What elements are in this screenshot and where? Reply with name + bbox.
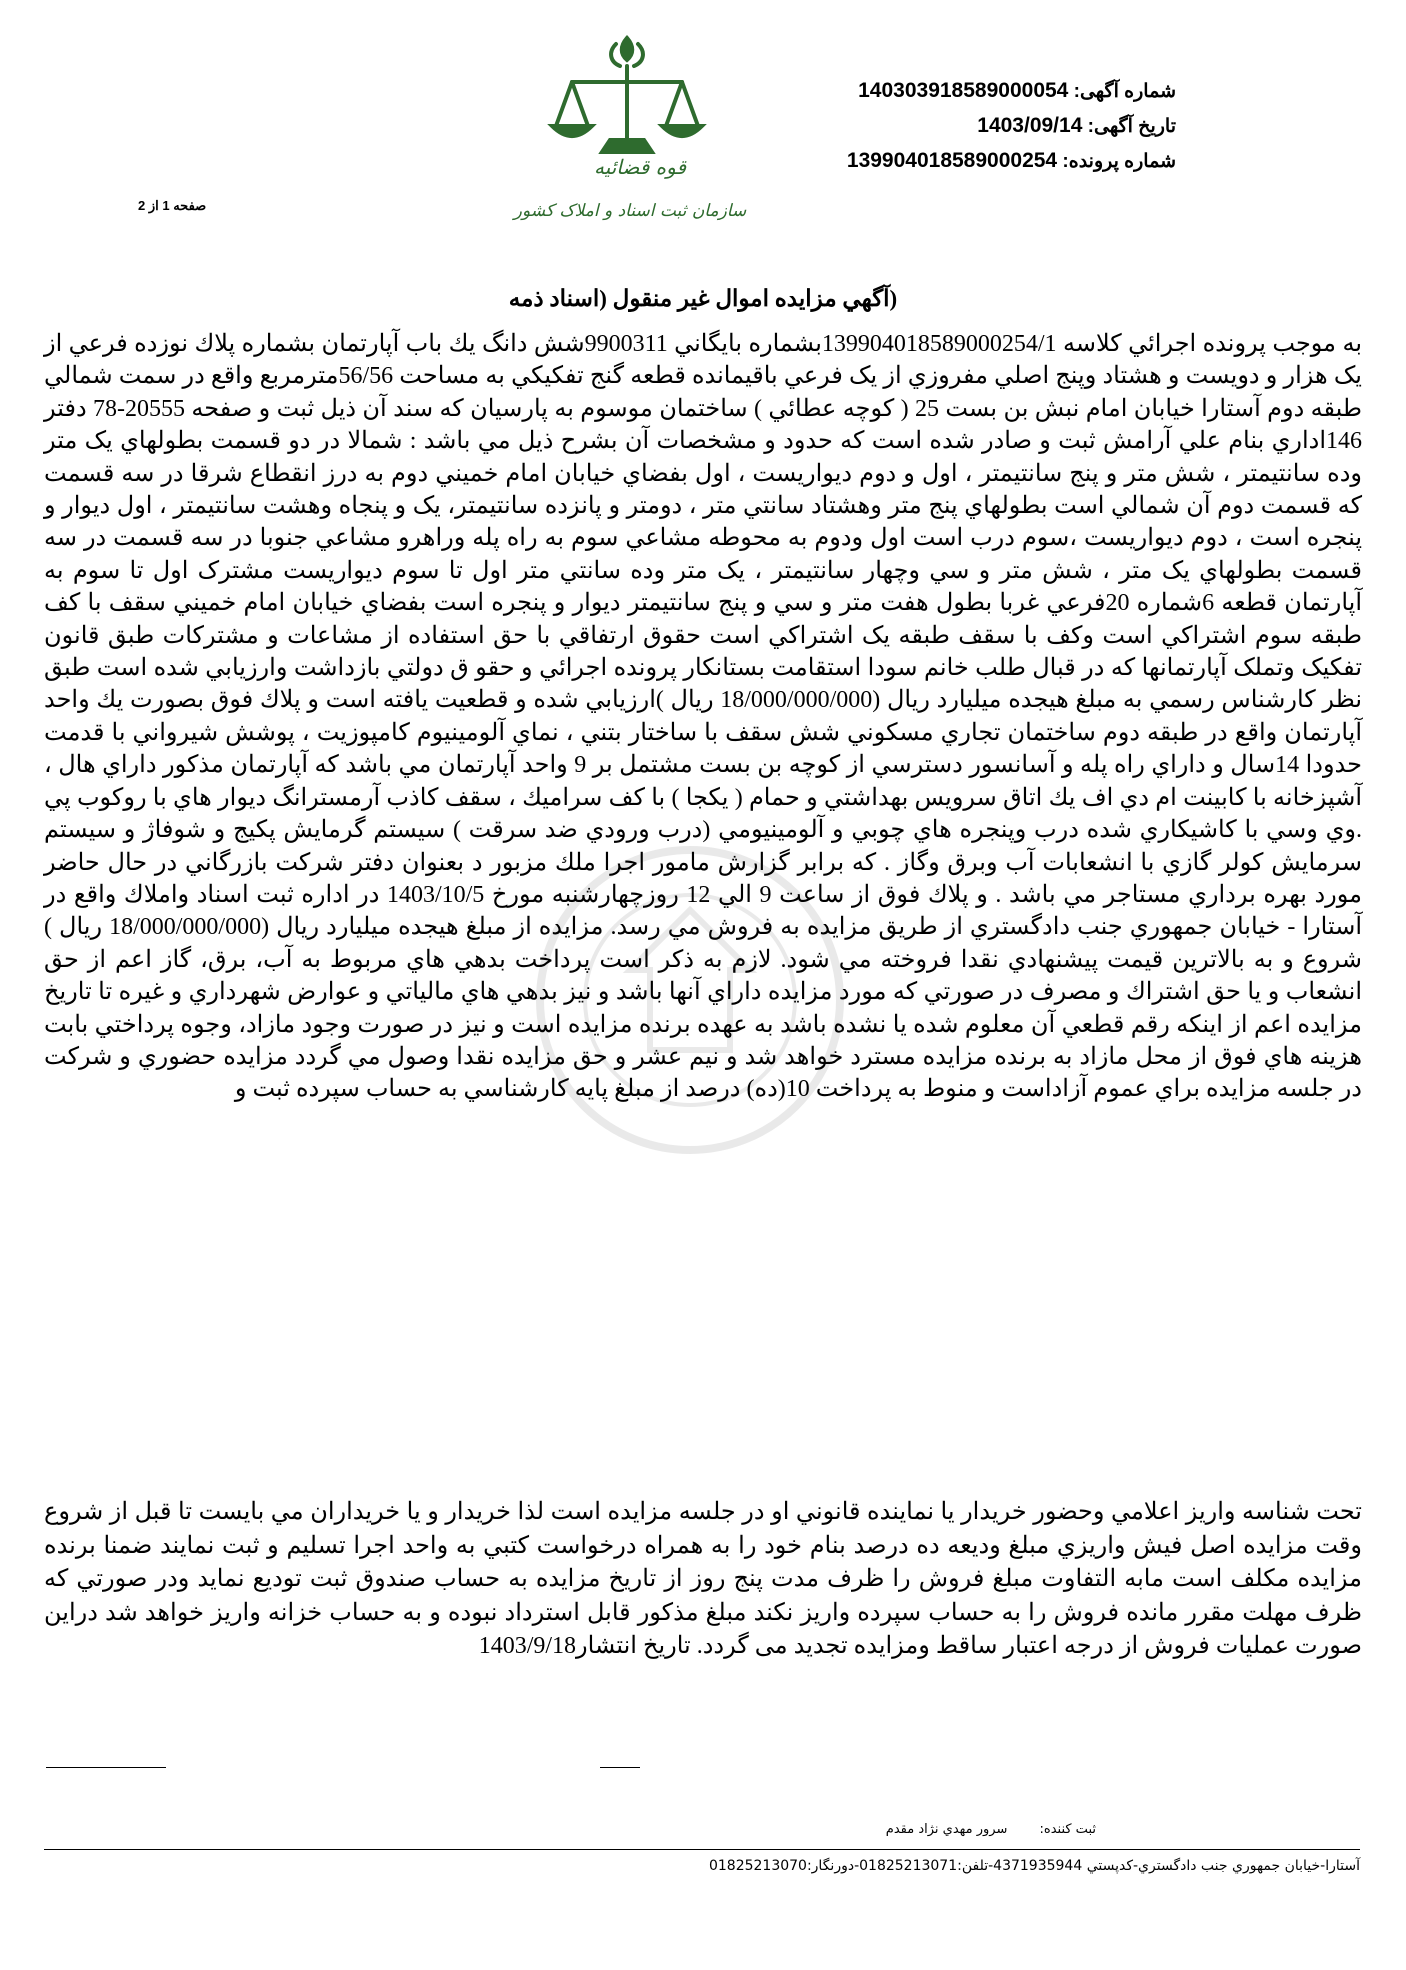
dashed-divider <box>46 1767 166 1768</box>
logo-caption-top: قوه قضائیه <box>593 155 687 179</box>
dashed-divider-short <box>600 1767 640 1768</box>
office-address: آستارا-خيابان جمهوري جنب دادگستري-كدپستي 4371935944-تلفن:01825213071-دورنگار:01825213070 <box>708 1858 1360 1874</box>
paragraph-2-text: تحت شناسه واريز اعلامي وحضور خريدار يا نماينده قانوني او در جلسه مزايده است لذا خريدار و يا خريداران مي بايست تا قبل از شروع وقت مزايده اصل فيش واريزي مبلغ وديعه ده درصد بنام خود را به همراه درخواست كتبي به واحد اجرا تسليم و ثبت نمايند ضمنا برنده مزايده مكلف است مابه التفاوت مبلغ فروش را ظرف مدت پنج روز از تاريخ مزايده به حساب صندوق ثبت توديع نمايد ودر صورتي كه ظرف مهلت مقرر مانده فروش را به حساب سپرده واريز نكند مبلغ مذكور قابل استرداد نبوده و به حساب خزانه واريز خواهد شد دراين صورت عمليات فروش از درجه اعتبار ساقط ومزايده تجديد مى گردد. تاريخ انتشار1403/9/18 <box>44 1499 1362 1660</box>
file-number: 139904018589000254 <box>846 149 1058 172</box>
judiciary-caption-artwork <box>500 150 760 230</box>
notice-body-paragraph-2 <box>44 1496 1362 1664</box>
signer-label: ثبت كننده: <box>1039 1822 1096 1837</box>
signer-name: سرور مهدي نژاد مقدم <box>885 1822 1008 1837</box>
notice-date-row <box>847 109 1176 144</box>
notice-title: (آگهي مزايده اموال غير منقول (اسناد ذمه <box>508 286 898 311</box>
notice-number: 140303918589000054 <box>858 79 1069 102</box>
file-number-row <box>847 144 1176 179</box>
signer-row <box>886 1822 1096 1837</box>
notice-date: 1403/09/14 <box>977 114 1083 137</box>
notice-number-row <box>847 74 1176 109</box>
notice-date-label: تاریخ آگهی: <box>1087 116 1176 137</box>
notice-meta <box>847 74 1176 179</box>
paragraph-1-text: به موجب پرونده اجرائي كلاسه 139904018589000254/1بشماره بايگاني 9900311شش دانگ يك باب آپارتمان بشماره پلاك نوزده فرعي از يک هزار و دويست و هشتاد وپنج اصلي مفروزي از يک فرعي باقيمانده قطعه گنج تفكيكي به مساحت 56/56متر‌مربع واقع در سمت شمالي طبقه دوم آستارا خيابان امام نبش بن بست 25 ( كوچه عطائي ) ساختمان موسوم به پارسيان كه سند آن ذيل ثبت و صفحه 20555-78 دفتر 146اداري بنام علي آرامش ثبت و صادر شده است كه حدود و مشخصات آن بشرح ذيل مي باشد : شمالا در دو قسمت بطولهاي يک متر وده سانتيمتر ، شش متر و پنج سانتيمتر ، اول و دوم ديواريست ، اول بفضاي خيابان امام خميني دوم به درز انقطاع شرقا در سه قسمت که قسمت دوم آن شمالي است بطولهاي پنج متر وهشتاد سانتي متر ، دومتر و پانزده سانتيمتر، يک و پنجاه وهشت سانتيمتر ، اول ديوار و پنجره است ، دوم ديواريست ،سوم درب است اول ودوم به محوطه مشاعي سوم به راه پله وراهرو مشاعي جنوبا در سه قسمت در سه قسمت بطولهاي يک متر ، شش متر و سي وچهار سانتيمتر ، يک متر وده سانتي متر اول تا سوم ديواريست مشترک اول تا سوم به آپارتمان قطعه 6شماره 20فرعي غربا بطول هفت متر و سي و پنج سانتيمتر ديوار و پنجره است بفضاي خيابان امام خميني سقف با كف طبقه سوم اشتراكي است وكف با سقف طبقه يک اشتراكي است حقوق ارتفاقي با حق استفاده از مشاعات و مشتركات طبق قانون تفکيک وتملک آپارتمانها كه در قبال طلب خانم سودا استقامت بستانكار پرونده اجرائي و حقو ق دولتي بازداشت وارزيابي شده است طبق نظر كارشناس رسمي به مبلغ هيجده ميليارد ريال (18/000/000/000 ريال )ارزيابي شده و قطعيت يافته است و پلاك فوق بصورت يك واحد آپارتمان واقع در طبقه دوم ساختمان تجاري مسكوني شش سقف با ساختار بتني ، نماي آلومينيوم كامپوزيت ، پوشش شيرواني با قدمت حدودا 14سال و داراي راه پله و آسانسور دسترسي از كوچه بن بست مشتمل بر 9 واحد آپارتمان مي باشد كه آپارتمان مذكور داراي هال ، آشپزخانه با كابينت ام دي اف يك اتاق سرويس بهداشتي و حمام ( يكجا ) با كف سراميك ، سقف كاذب آرمسترانگ ديوار هاي با روكوب پي .وي وسي با كاشيكاري شده درب وپنجره هاي چوبي و آلومينيومي (درب ورودي ضد سرقت ) سيستم گرمايش پكيج و شوفاژ و سيستم سرمايش كولر گازي با انشعابات آب وبرق وگاز . كه برابر گزارش مامور اجرا ملك مزبور د بعنوان دفتر شركت بازرگاني در حال حاضر مورد بهره برداري مستاجر مي باشد . و پلاك فوق از ساعت 9 الي 12 روزچهارشنبه مورخ 1403/10/5 در اداره ثبت اسناد واملاك واقع در آستارا - خيابان جمهوري جنب دادگستري از طريق مزايده به فروش مي رسد. مزايده از مبلغ هيجده ميليارد ريال (18/000/000/000 ريال ) شروع و به بالاترين قيمت پيشنهادي نقدا فروخته مي شود. لازم به ذكر است پرداخت بدهي هاي مربوط به آب، برق، گاز اعم از حق انشعاب و يا حق اشتراك و مصرف در صورتي كه مورد مزايده داراي آنها باشد و نيز بدهي هاي مالياتي و عوارض شهرداري و غيره تا تاريخ مزايده اعم از اينكه رقم قطعي آن معلوم شده يا نشده باشد به عهده برنده مزايده است و نيز در صورت وجود مازاد، وجوه پرداختي بابت هزينه هاي فوق از محل مازاد به برنده مزايده مسترد خواهد شد و نيم عشر و حق مزايده نقدا وصول مي گردد مزايده حضوري و شركت در جلسه مزايده براي عموم آزاداست و منوط به پرداخت 10(ده) درصد از مبلغ پايه كارشناسي به حساب سپرده ثبت و <box>44 331 1363 1103</box>
file-number-label: شماره پرونده: <box>1062 151 1176 172</box>
logo-caption-bottom: سازمان ثبت اسناد و املاک کشور <box>513 201 747 221</box>
notice-number-label: شماره آگهی: <box>1073 81 1176 102</box>
notice-body-paragraph-1 <box>44 328 1362 1106</box>
footer-divider <box>44 1849 1360 1850</box>
page-info: صفحه 1 از 2 <box>138 198 207 213</box>
